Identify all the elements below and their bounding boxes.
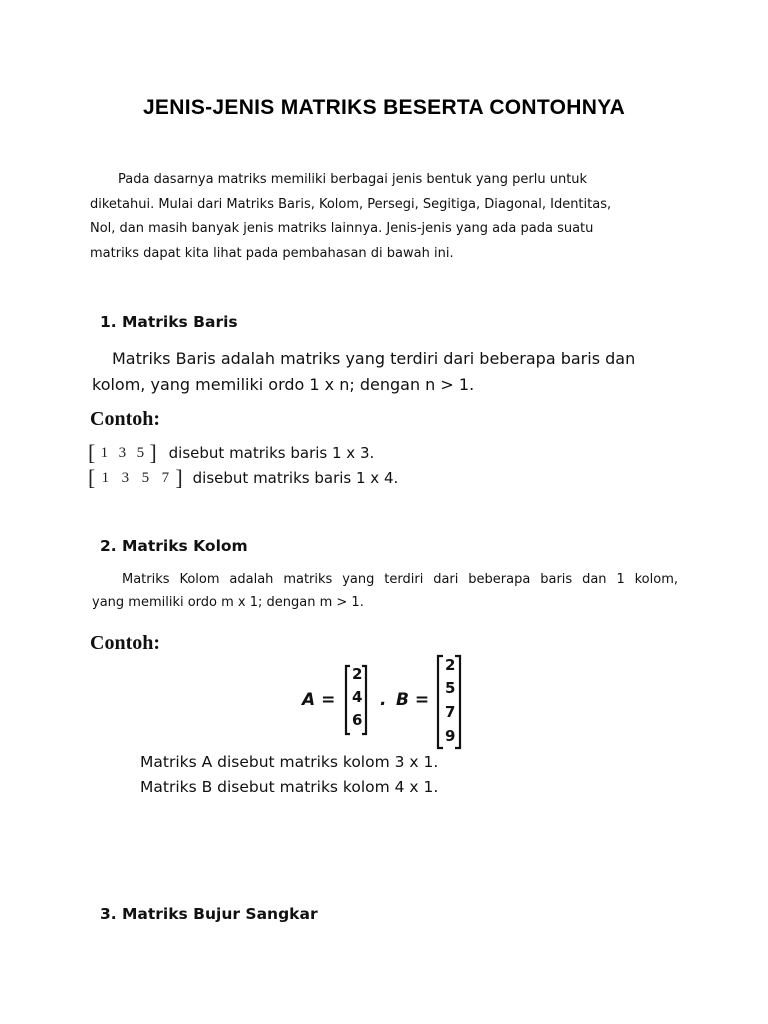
row-matrix-1x3	[88, 440, 157, 465]
section-title: Matriks Kolom	[122, 537, 248, 555]
matrix-b-right-bracket	[455, 656, 460, 748]
matrix-notes	[140, 750, 438, 800]
intro-paragraph	[90, 168, 680, 266]
section-heading-matriks-baris	[100, 313, 238, 331]
matrix-b-element: 5	[445, 679, 456, 697]
matrix-element: 7	[161, 469, 170, 486]
matrix-b-element: 7	[445, 703, 456, 721]
matrix-separator: .	[380, 690, 387, 710]
section-paragraph-matriks-kolom	[92, 568, 678, 614]
section-number: 2.	[100, 537, 117, 555]
section-heading-matriks-bujur-sangkar	[100, 905, 318, 923]
paragraph-line-text: Matriks Baris adalah matriks yang terdiri dari beberapa baris dan	[112, 349, 636, 368]
paragraph-line-text: Matriks Kolom adalah matriks yang terdiri dari beberapa baris dan 1 kolom,	[122, 572, 678, 587]
section-heading-matriks-kolom	[100, 537, 248, 555]
matrix-element: 5	[136, 444, 145, 461]
matrix-b-element: 9	[445, 727, 456, 745]
left-bracket: [	[88, 465, 96, 490]
page-title: JENIS-JENIS MATRIKS BESERTA CONTOHNYA	[142, 96, 626, 119]
matrix-b-element: 2	[445, 656, 456, 674]
row-matrix-1x4	[88, 465, 183, 490]
matrix-a-element: 6	[352, 711, 363, 729]
matrix-a-label: A =	[302, 690, 336, 710]
contoh-label: Contoh:	[90, 408, 161, 430]
section-number: 3.	[100, 905, 117, 923]
note-line: Matriks B disebut matriks kolom 4 x 1.	[140, 778, 439, 796]
left-bracket: [	[88, 440, 96, 465]
matrix-element: 3	[118, 444, 127, 461]
right-bracket: ]	[149, 440, 157, 465]
matrix-element: 1	[101, 469, 110, 486]
note-line: Matriks A disebut matriks kolom 3 x 1.	[140, 753, 439, 771]
matrix-a-element: 4	[352, 688, 363, 706]
paragraph-line: kolom, yang memiliki ordo 1 x n; dengan n > 1.	[92, 375, 475, 394]
intro-line: diketahui. Mulai dari Matriks Baris, Kolom, Persegi, Segitiga, Diagonal, Identitas,	[90, 196, 612, 212]
intro-line: matriks dapat kita lihat pada pembahasan di bawah ini.	[90, 245, 454, 261]
matrix-b-label: B =	[396, 690, 430, 710]
intro-line-text: Pada dasarnya matriks memiliki berbagai jenis bentuk yang perlu untuk	[118, 172, 588, 187]
contoh-label: Contoh:	[90, 632, 161, 654]
example-caption: disebut matriks baris 1 x 3.	[168, 444, 375, 462]
matrix-a-left-bracket	[346, 666, 350, 734]
row-matrix-example-1	[88, 440, 375, 465]
matrix-element: 3	[121, 469, 130, 486]
matrix-element: 1	[100, 444, 109, 461]
row-matrix-example-2	[88, 465, 399, 490]
example-caption: disebut matriks baris 1 x 4.	[192, 469, 399, 487]
section-paragraph-matriks-baris	[92, 346, 692, 398]
matrix-a-right-bracket	[362, 666, 366, 734]
matrix-a-element: 2	[352, 665, 363, 683]
matrix-element: 5	[141, 469, 150, 486]
intro-line: Nol, dan masih banyak jenis matriks lainnya. Jenis-jenis yang ada pada suatu	[90, 221, 594, 236]
column-matrices	[300, 654, 480, 750]
section-title: Matriks Bujur Sangkar	[122, 905, 318, 923]
section-title: Matriks Baris	[122, 313, 238, 331]
intro-line	[90, 168, 680, 193]
matrix-b-left-bracket	[438, 656, 443, 748]
paragraph-line: yang memiliki ordo m x 1; dengan m > 1.	[92, 595, 364, 610]
section-number: 1.	[100, 313, 117, 331]
right-bracket: ]	[175, 465, 183, 490]
paragraph-line	[92, 346, 692, 372]
paragraph-line	[92, 568, 678, 591]
